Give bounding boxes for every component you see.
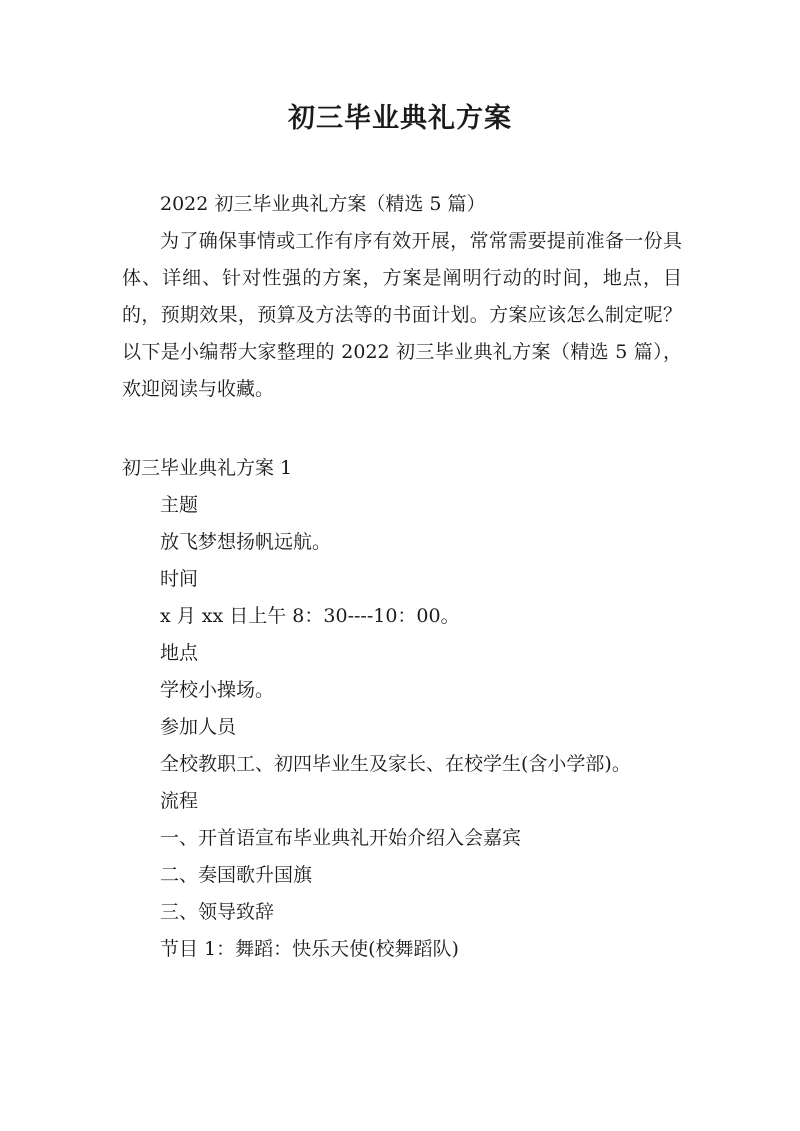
intro-block [122,186,682,408]
section-1 [122,450,682,968]
procedure-step-1: 一、开首语宣布毕业典礼开始介绍入会嘉宾 [160,827,522,849]
document-title: 初三毕业典礼方案 [288,103,512,134]
value-theme: 放飞梦想扬帆远航。 [160,531,332,553]
section-heading: 初三毕业典礼方案 1 [122,457,293,479]
value-participants: 全校教职工、初四毕业生及家长、在校学生(含小学部)。 [160,753,631,775]
label-participants: 参加人员 [160,716,237,738]
document-subtitle: 2022 初三毕业典礼方案（精选 5 篇） [160,193,486,215]
program-item-1: 节目 1：舞蹈：快乐天使(校舞蹈队) [160,938,459,960]
label-time: 时间 [160,568,199,590]
label-location: 地点 [160,642,199,664]
procedure-step-2: 二、奏国歌升国旗 [160,864,313,886]
label-procedure: 流程 [160,790,199,812]
intro-paragraph: 为了确保事情或工作有序有效开展，常常需要提前准备一份具体、详细、针对性强的方案，方案是阐明行动的时间，地点，目的，预期效果，预算及方法等的书面计划。方案应该怎么制定呢？以下是小编帮大家整理的 2022 初三毕业典礼方案（精选 5 篇），欢迎阅读与收藏。 [122,230,682,400]
value-time: x 月 xx 日上午 8：30----10：00。 [160,605,460,627]
value-location: 学校小操场。 [160,679,275,701]
procedure-step-3: 三、领导致辞 [160,901,275,923]
label-theme: 主题 [160,494,199,516]
